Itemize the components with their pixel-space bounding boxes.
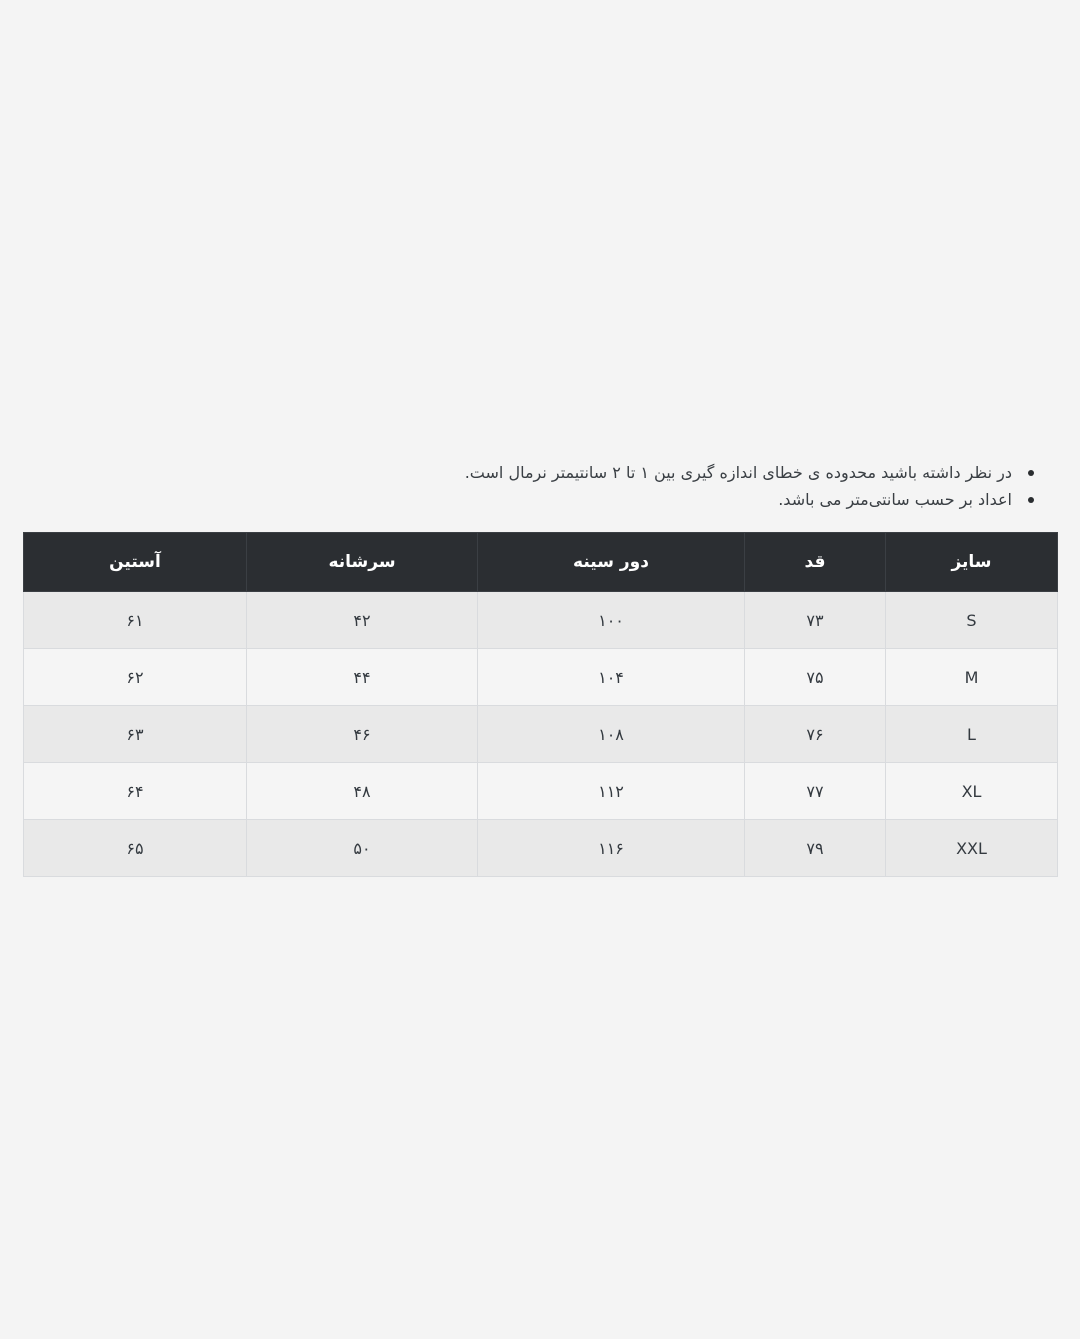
- cell-sleeve: ۶۵: [24, 820, 247, 877]
- table-header-row: [24, 533, 1058, 592]
- cell-size: XL: [886, 763, 1058, 820]
- cell-size: S: [886, 592, 1058, 649]
- header-size: سایز: [886, 533, 1058, 592]
- cell-length: ۷۶: [745, 706, 886, 763]
- cell-length: ۷۳: [745, 592, 886, 649]
- cell-chest: ۱۰۸: [478, 706, 745, 763]
- header-chest: دور سینه: [478, 533, 745, 592]
- cell-chest: ۱۰۰: [478, 592, 745, 649]
- cell-length: ۷۷: [745, 763, 886, 820]
- cell-sleeve: ۶۳: [24, 706, 247, 763]
- table-row: [24, 820, 1058, 877]
- cell-length: ۷۵: [745, 649, 886, 706]
- measurement-notes: [312, 459, 1036, 513]
- cell-sleeve: ۶۲: [24, 649, 247, 706]
- table-row: [24, 592, 1058, 649]
- header-shoulder: سرشانه: [247, 533, 478, 592]
- cell-size: XXL: [886, 820, 1058, 877]
- table-row: [24, 706, 1058, 763]
- cell-chest: ۱۱۶: [478, 820, 745, 877]
- header-length: قد: [745, 533, 886, 592]
- cell-sleeve: ۶۱: [24, 592, 247, 649]
- cell-shoulder: ۵۰: [247, 820, 478, 877]
- table-row: [24, 763, 1058, 820]
- cell-chest: ۱۱۲: [478, 763, 745, 820]
- cell-size: M: [886, 649, 1058, 706]
- cell-size: L: [886, 706, 1058, 763]
- note-item: در نظر داشته باشید محدوده ی خطای اندازه گیری بین ۱ تا ۲ سانتیمتر نرمال است.: [312, 459, 1012, 486]
- cell-shoulder: ۴۶: [247, 706, 478, 763]
- cell-length: ۷۹: [745, 820, 886, 877]
- cell-chest: ۱۰۴: [478, 649, 745, 706]
- cell-sleeve: ۶۴: [24, 763, 247, 820]
- table-row: [24, 649, 1058, 706]
- size-chart: [23, 532, 1057, 877]
- size-table: [23, 532, 1058, 877]
- cell-shoulder: ۴۸: [247, 763, 478, 820]
- header-sleeve: آستین: [24, 533, 247, 592]
- cell-shoulder: ۴۴: [247, 649, 478, 706]
- note-item: اعداد بر حسب سانتی‌متر می باشد.: [312, 486, 1012, 513]
- cell-shoulder: ۴۲: [247, 592, 478, 649]
